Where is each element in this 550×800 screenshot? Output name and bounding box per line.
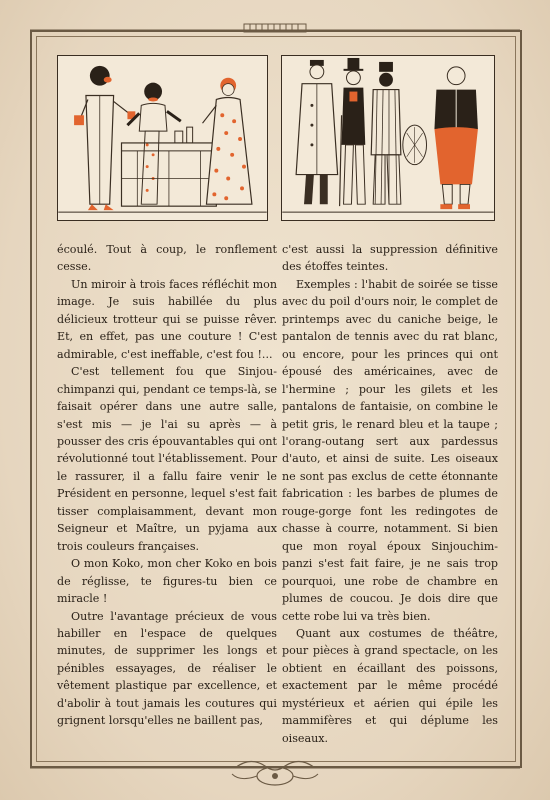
text-column-left [57, 241, 277, 730]
paragraph: O mon Koko, mon cher Koko en bois de réglisse, te figures-tu bien ce miracle ! [57, 557, 277, 606]
text-column-right [282, 241, 498, 747]
fashion-figures-illustration-icon [282, 56, 494, 220]
bottom-ornament-icon [0, 752, 550, 792]
paragraph: Quant aux costumes de théâtre, pour pièces à grand spectacle, on les obtient en écaillant des poissons, exactement par le même procédé mystérieux et aérien qui épile les mammifères et qui déplume les oiseaux. [282, 626, 498, 745]
paragraph: Un miroir à trois faces réfléchit mon image. Je suis habillée du plus délicieux trotteur qui se puisse rêver. Et, en effet, pas une couture ! C'est admirable, c'est ineffable, c'est fou !... [57, 277, 277, 361]
paragraph: c'est aussi la suppression définitive des étoffes teintes. [282, 243, 498, 274]
fitting-room-illustration-icon [58, 56, 267, 220]
paragraph: Outre l'avantage précieux de vous habiller en l'espace de quelques minutes, de supprimer les longs et pénibles essayages, de réaliser le vêtement plastique par excellence, et d'abolir à tout jamais les coutures qui grignent lorsqu'elles ne baillent pas, [57, 609, 277, 728]
paragraph: écoulé. Tout à coup, le ronflement cesse. [57, 243, 277, 274]
paragraph: Exemples : l'habit de soirée se tisse avec du poil d'ours noir, le complet de printemps avec du caniche beige, le pantalon de tennis avec du rat blanc, ou encore, pour les princes qui ont épousé des américaines, avec de l'hermine ; pour les gilets et les pantalons de fantaisie, on combine le petit gris, le renard bleu et la taupe ; l'orang-outang sert aux pardessus d'auto, et ainsi de suite. Les oiseaux ne sont pas exclus de cette étonnante fabrication : les barbes de plumes de rouge-gorge font les redingotes de chasse à courre, notamment. Si bien que mon royal époux Sinjouchim-panzi s'est fait faire, je ne sais trop pourquoi, une robe de chambre en plumes de coucou. Je dois dire que cette robe lui va très bien. [282, 277, 498, 623]
fashion-figures-illustration [281, 55, 495, 221]
paragraph: C'est tellement fou que Sinjou-chimpanzi qui, pendant ce temps-là, se faisait opérer dans une autre salle, s'est mis — je l'ai su après — à pousser des cris épouvantables qui ont révolutionné tout l'établissement. Pour le rassurer, il a fallu faire venir le Président en personne, lequel s'est fait tisser complaisamment, devant mon Seigneur et Maître, un pyjama aux trois couleurs françaises. [57, 365, 277, 553]
fitting-room-illustration [57, 55, 268, 221]
